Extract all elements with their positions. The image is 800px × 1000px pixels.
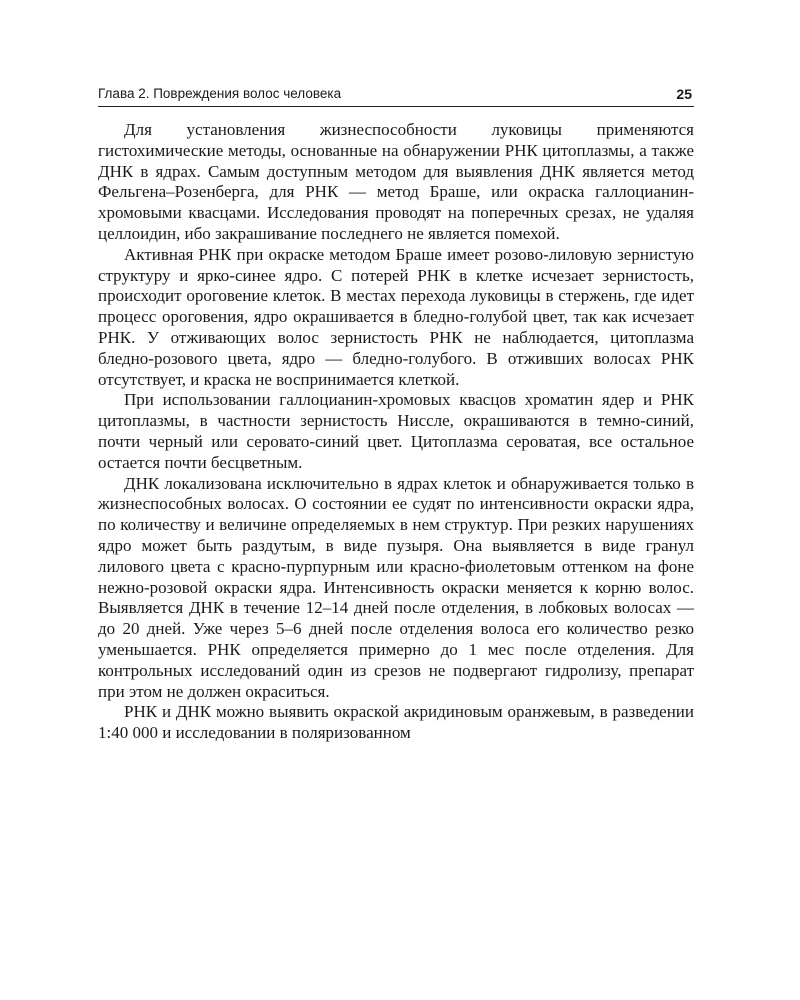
page-number: 25 xyxy=(676,86,692,102)
book-page xyxy=(98,0,694,1000)
paragraph: РНК и ДНК можно выявить окраской акридиновым оранжевым, в разведении 1:40 000 и исследовании в поляризованном xyxy=(98,702,694,743)
paragraph: При использовании галлоцианин-хромовых квасцов хроматин ядер и РНК цитоплазмы, в частности зернистость Ниссле, окрашиваются в темно-синий, почти черный или серовато-синий цвет. Цитоплазма сероватая, все остальное остается почти бесцветным. xyxy=(98,390,694,472)
chapter-title: Глава 2. Повреждения волос человека xyxy=(98,86,342,101)
body-text xyxy=(98,120,694,744)
paragraph: Для установления жизнеспособности луковицы применяются гистохимические методы, основанные на обнаружении РНК цитоплазмы, а также ДНК в ядрах. Самым доступным методом для выявления ДНК является метод Фельгена–Розенберга, для РНК — метод Браше, или окраска галлоцианин-хромовыми квасцами. Исследования проводят на поперечных срезах, не удаляя целлоидин, ибо закрашивание последнего не является помехой. xyxy=(98,120,694,243)
running-header xyxy=(98,82,694,107)
paragraph: ДНК локализована исключительно в ядрах клеток и обнаруживается только в жизнеспособных волосах. О состоянии ее судят по интенсивности окраски ядра, по количеству и величине определяемых в нем структур. При резких нарушениях ядро может быть раздутым, в виде пузыря. Она выявляется в виде гранул лилового цвета с красно-пурпурным или красно-фиолетовым оттенком на фоне нежно-розовой окраски ядра. Интенсивность окраски меняется к корню волос. Выявляется ДНК в течение 12–14 дней после отделения, в лобковых волосах — до 20 дней. Уже через 5–6 дней после отделения волоса его количество резко уменьшается. РНК определяется примерно до 1 мес после отделения. Для контрольных исследований один из срезов не подвергают гидролизу, препарат при этом не должен окраситься. xyxy=(98,473,694,701)
paragraph: Активная РНК при окраске методом Браше имеет розово-лиловую зернистую структуру и ярко-синее ядро. С потерей РНК в клетке исчезает зернистость, происходит ороговение клеток. В местах перехода луковицы в стержень, где идет процесс ороговения, ядро окрашивается в бледно-голубой цвет, так как исчезает РНК. У отживающих волос зернистость РНК не наблюдается, цитоплазма бледно-розового цвета, ядро — бледно-голубого. В отживших волосах РНК отсутствует, и краска не воспринимается клеткой. xyxy=(98,244,694,389)
